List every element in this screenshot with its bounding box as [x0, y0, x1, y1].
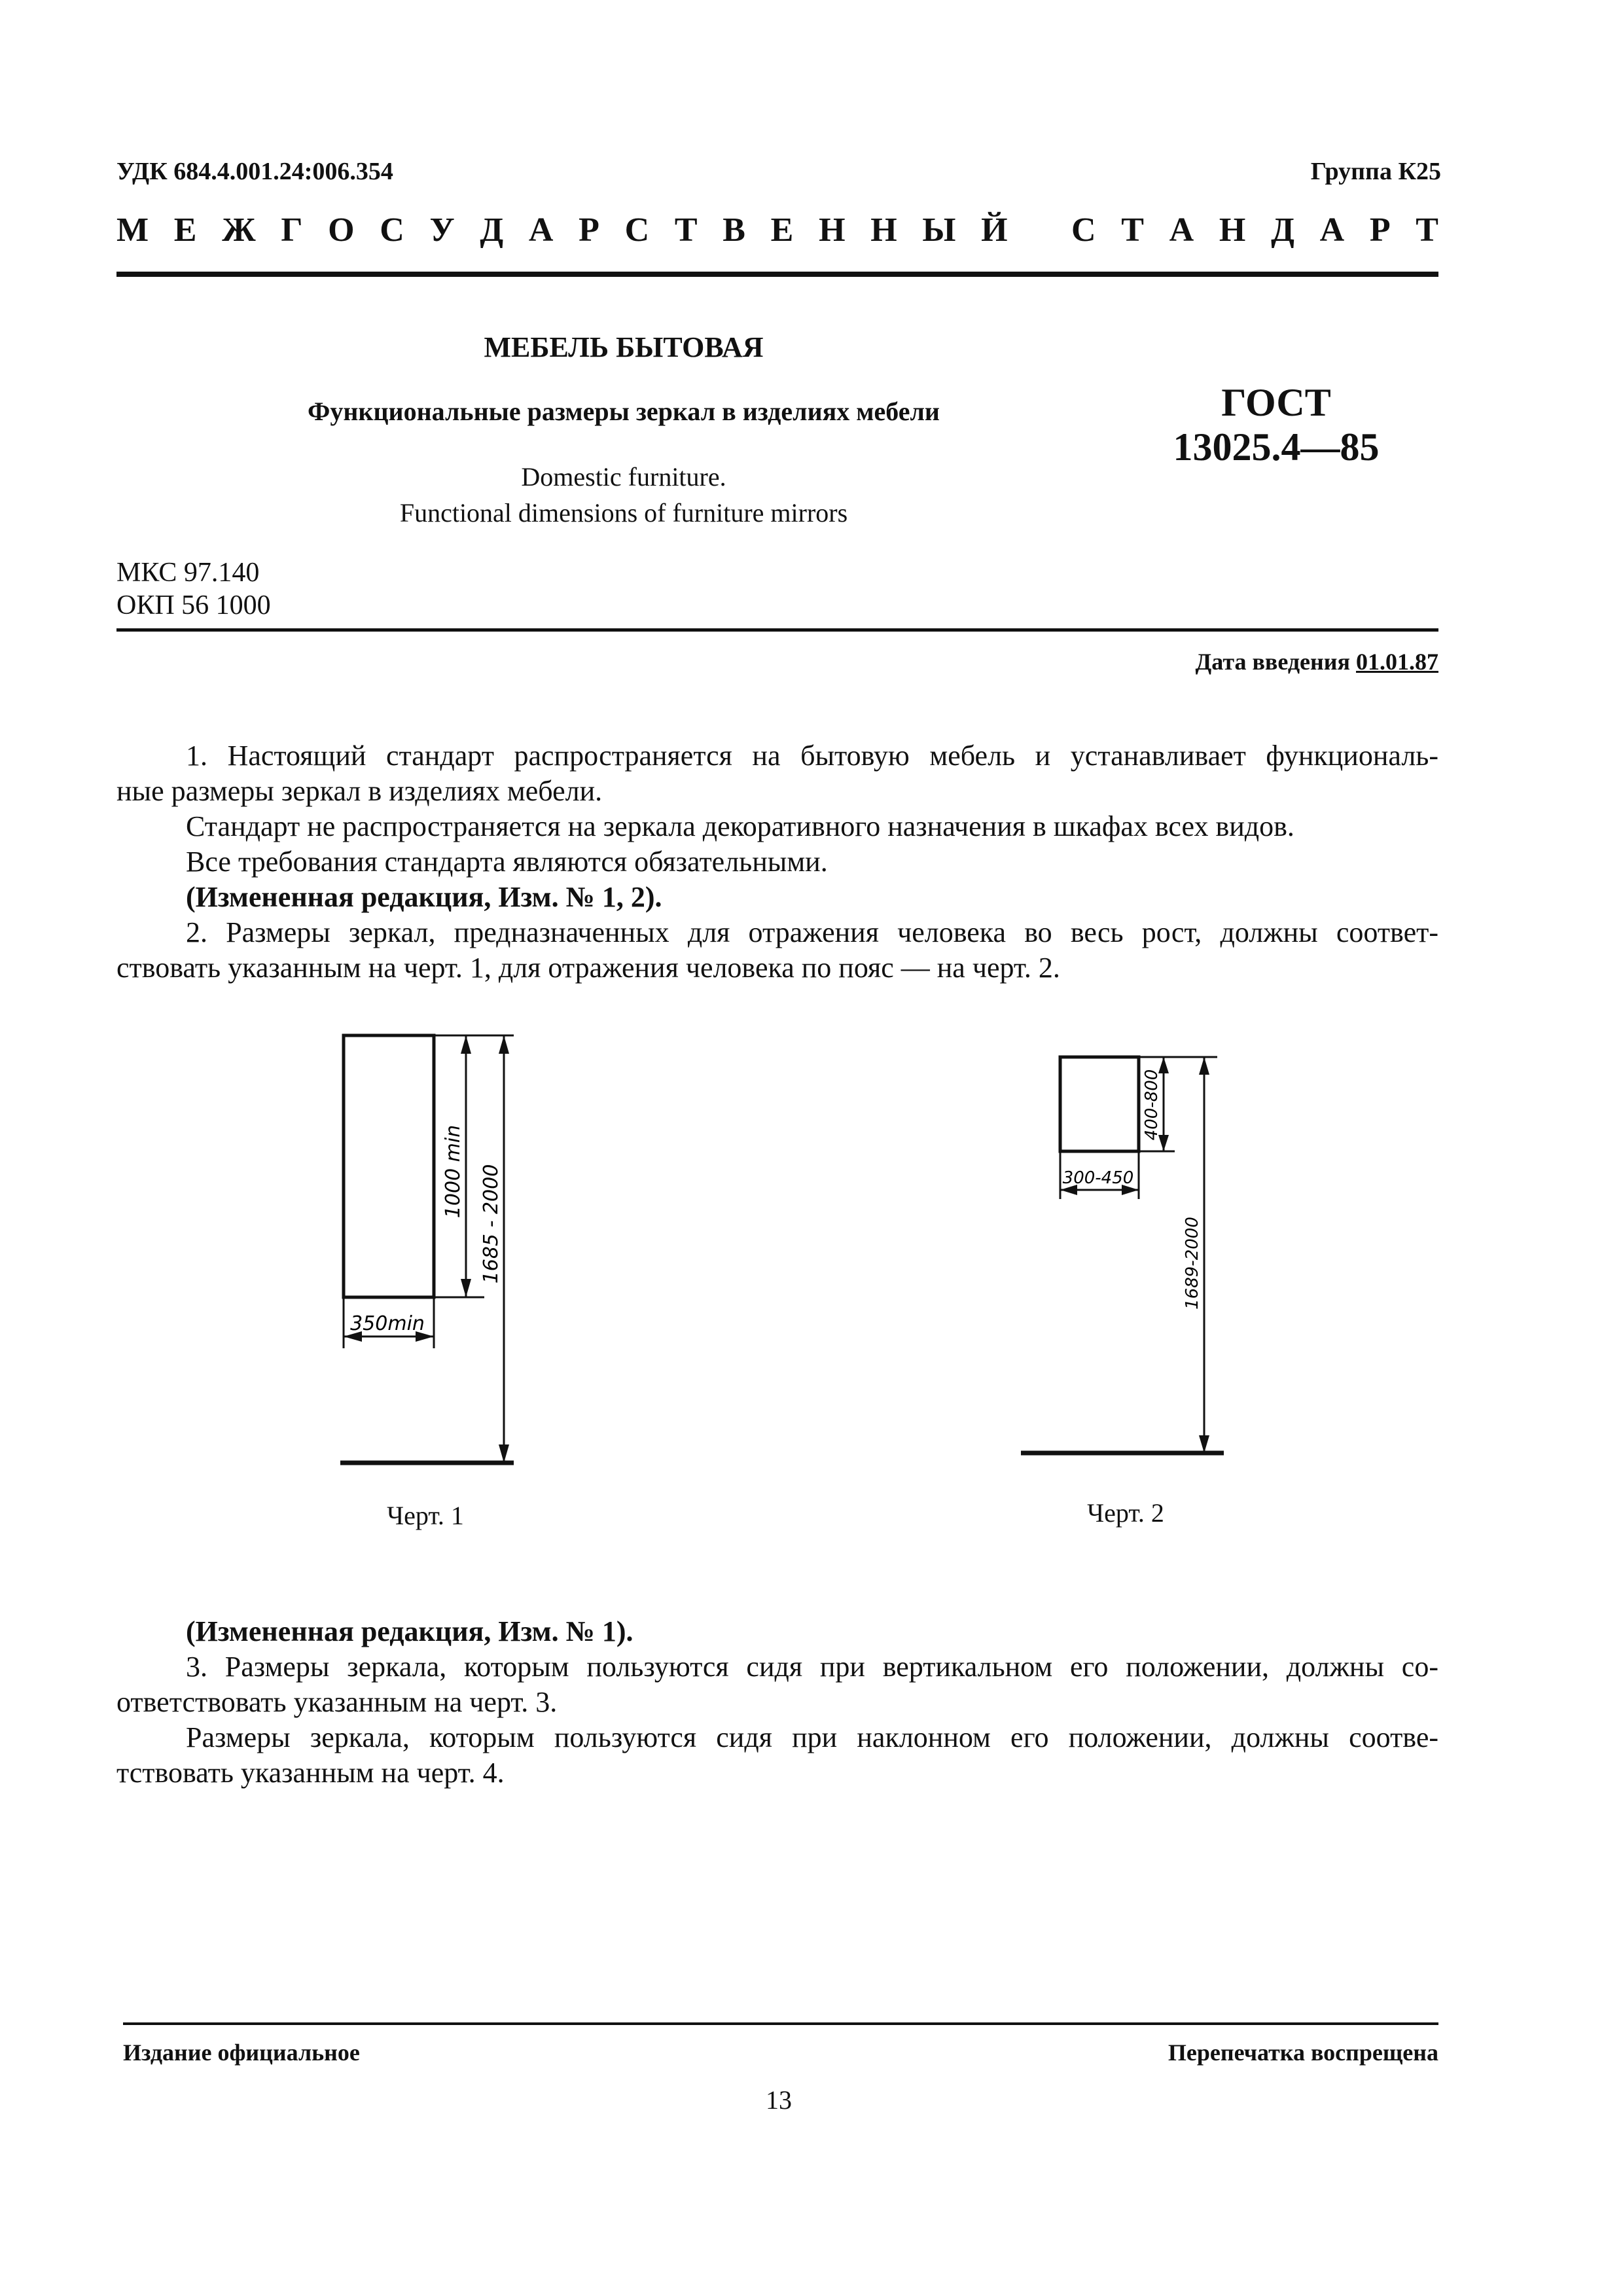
banner-letter: Н: [1219, 211, 1246, 249]
paragraph-1-line2: ные размеры зеркал в изделиях мебели.: [116, 775, 603, 807]
fig1-height-label: 1000 min: [442, 1124, 465, 1219]
banner-letter: Н: [870, 211, 897, 249]
middle-rule: [116, 628, 1438, 632]
banner-letter: В: [722, 211, 745, 249]
fig2-total-label: 1689-2000: [1183, 1217, 1202, 1310]
okp-code: ОКП 56 1000: [116, 590, 271, 620]
fig2-total-arrow-top: [1199, 1057, 1209, 1075]
banner-letter: С: [1071, 211, 1096, 249]
figure-1-caption: Черт. 1: [387, 1501, 464, 1530]
banner-letter: Р: [1369, 211, 1391, 249]
paragraph-2: Стандарт не распространяется на зеркала декоративного назначения в шкафах всех видов.: [186, 810, 1294, 842]
fig1-total-arrow-bottom: [499, 1444, 509, 1463]
gost-number: 13025.4—85: [1173, 425, 1380, 469]
banner-letter: Т: [1121, 211, 1144, 249]
fig2-width-label: 300-450: [1062, 1168, 1134, 1188]
paragraph-4-line1: 2. Размеры зеркал, предназначенных для отражения человека во весь рост, должны соответ-: [186, 916, 1438, 948]
banner-letter: А: [1319, 211, 1345, 249]
paragraph-5-line2: ответствовать указанным на черт. 3.: [116, 1686, 558, 1718]
banner-letter: М: [116, 211, 149, 249]
fig1-height-arrow-top: [461, 1035, 471, 1054]
banner-letter: А: [1169, 211, 1194, 249]
fig2-total-arrow-bottom: [1199, 1435, 1209, 1453]
english-title-line2: Functional dimensions of furniture mirrors: [399, 498, 848, 528]
banner-letter: Т: [674, 211, 698, 249]
figure-2-caption: Черт. 2: [1087, 1498, 1164, 1528]
fig1-total-label: 1685 - 2000: [480, 1164, 503, 1284]
fig1-total-arrow-top: [499, 1035, 509, 1054]
paragraph-6-line1: Размеры зеркала, которым пользуются сидя при наклонном его положении, должны соотве-: [186, 1721, 1438, 1753]
banner-letter: Д: [480, 211, 504, 249]
paragraph-1-line1: 1. Настоящий стандарт распространяется на бытовую мебель и устанавливает функциональ-: [186, 740, 1438, 772]
banner-letter: Т: [1416, 211, 1438, 249]
fig2-mirror-rect: [1060, 1057, 1139, 1151]
english-title-line1: Domestic furniture.: [521, 462, 726, 492]
standard-banner: [116, 211, 1438, 263]
banner-letter: Е: [770, 211, 794, 249]
intro-date: [1196, 648, 1439, 675]
footer-rule: [123, 2022, 1438, 2025]
banner-letter: Р: [579, 211, 599, 249]
banner-letter: Й: [981, 211, 1008, 249]
intro-date-label: Дата введения: [1195, 649, 1350, 675]
banner-letter: С: [624, 211, 650, 249]
banner-letter: Ы: [922, 211, 956, 249]
figure-1-drawing: [314, 1008, 550, 1492]
banner-letter: Г: [281, 211, 303, 249]
paragraph-4-line2: ствовать указанным на черт. 1, для отражения человека по пояс — на черт. 2.: [116, 952, 1060, 984]
amendment-note-1: (Измененная редакция, Изм. № 1, 2).: [186, 881, 662, 913]
footer-official-edition: Издание официальное: [123, 2039, 360, 2066]
banner-letter: Д: [1271, 211, 1294, 249]
banner-letter: Ж: [222, 211, 256, 249]
banner-letter: Е: [173, 211, 197, 249]
footer-reprint-prohibited: Перепечатка воспрещена: [1168, 2039, 1438, 2066]
banner-letter: А: [528, 211, 554, 249]
paragraph-3: Все требования стандарта являются обязательными.: [186, 846, 828, 878]
fig1-height-arrow-bottom: [461, 1279, 471, 1297]
amendment-note-2: (Измененная редакция, Изм. № 1).: [186, 1615, 633, 1647]
fig2-height-label: 400-800: [1142, 1069, 1162, 1141]
banner-letter: У: [429, 211, 455, 249]
paragraph-5-line1: 3. Размеры зеркала, которым пользуются сидя при вертикальном его положении, должны со-: [186, 1651, 1438, 1683]
document-subtitle: Функциональные размеры зеркал в изделиях мебели: [308, 397, 940, 426]
banner-letter: С: [380, 211, 404, 249]
udk-code: УДК 684.4.001.24:006.354: [116, 158, 393, 185]
banner-letter: Н: [819, 211, 846, 249]
paragraph-6-line2: тствовать указанным на черт. 4.: [116, 1757, 505, 1789]
top-rule: [116, 272, 1438, 277]
fig1-mirror-rect: [344, 1035, 434, 1297]
gost-label: ГОСТ: [1221, 381, 1331, 424]
banner-letter: О: [328, 211, 355, 249]
intro-date-value: 01.01.87: [1356, 649, 1438, 675]
banner-gap: [1033, 211, 1046, 263]
figure-2-drawing: [1008, 1028, 1257, 1486]
page-number: 13: [766, 2085, 792, 2115]
fig1-width-label: 350min: [350, 1312, 425, 1335]
group-code: Группа К25: [1310, 158, 1441, 185]
document-title: МЕБЕЛЬ БЫТОВАЯ: [484, 331, 764, 363]
mks-code: МКС 97.140: [116, 558, 260, 588]
